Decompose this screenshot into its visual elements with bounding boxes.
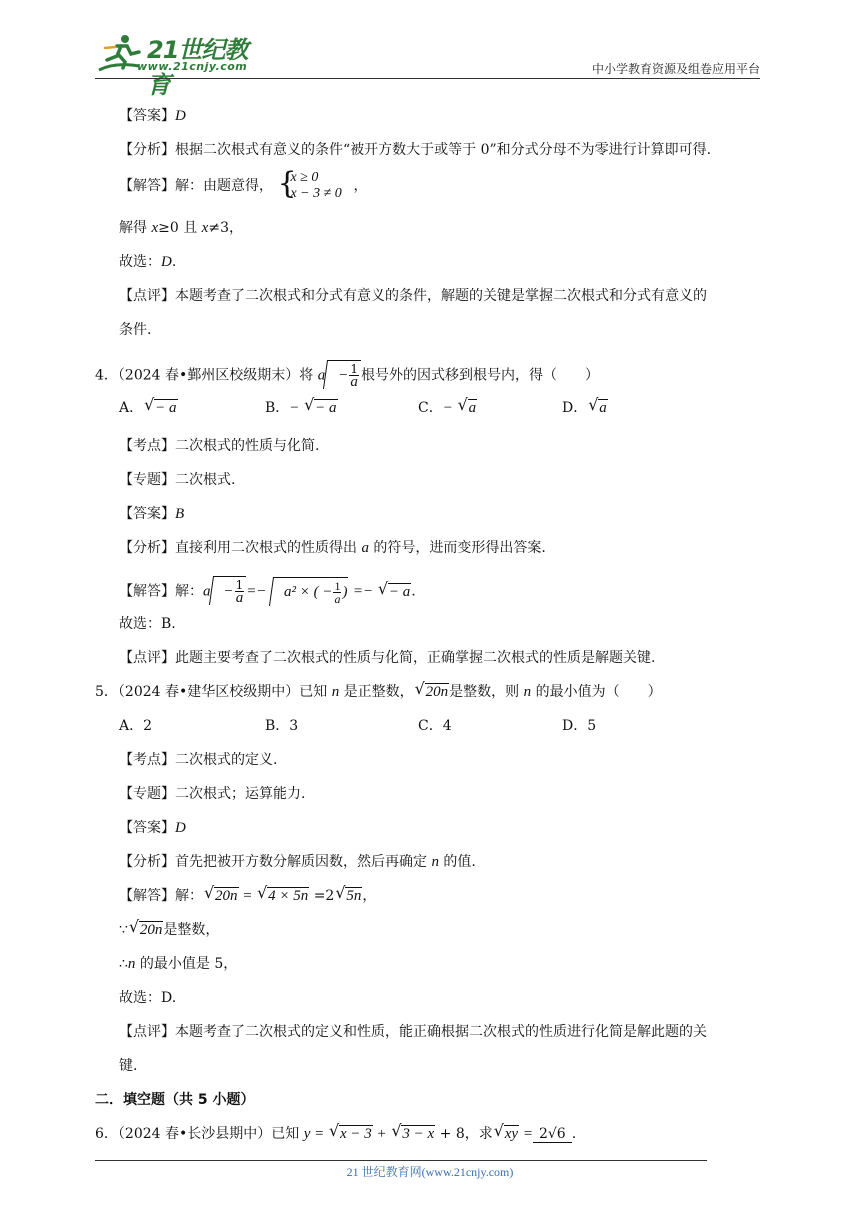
- q4-analysis: 【分析】直接利用二次根式的性质得出 a 的符号，进而变形得出答案.: [119, 540, 546, 556]
- q6-stem: 6．（2024 春•长沙县期中）已知 y = √ x − 3 + √ 3 − x + 8，求√ xy = 2√6 .: [95, 1124, 576, 1144]
- q3-solution: 【解答】解：由题意得， { x ≥ 0 x − 3 ≠ 0 ，: [119, 166, 368, 201]
- q3-result: 解得 x≥0 且 x≠3，: [119, 220, 243, 236]
- q4-radical: − $\frac{1}{a}$: [325, 360, 361, 388]
- q4-kaodian: 【考点】二次根式的性质与化简.: [119, 438, 320, 454]
- q3-analysis: 【分析】根据二次根式有意义的条件“被开方数大于或等于 0”和分式分母不为零进行计算即可得.: [119, 142, 712, 158]
- page-header: [95, 30, 760, 99]
- q5-because: ∵√ 20n是整数，: [119, 920, 219, 940]
- q4-option-d: D．√ a: [562, 398, 608, 418]
- q4-option-b: B．− √ − a: [265, 398, 338, 418]
- q5-option-b: B．3: [265, 718, 299, 734]
- q4-zhuanti: 【专题】二次根式.: [119, 472, 236, 488]
- logo-wordmark: 21世纪教育: [147, 36, 248, 99]
- q3-answer: 【答案】D: [119, 108, 186, 124]
- q5-comment-line1: 【点评】本题考查了二次根式的定义和性质，能正确根据二次根式的性质进行化简是解此题的关: [119, 1024, 707, 1040]
- q5-zhuanti: 【专题】二次根式；运算能力.: [119, 786, 306, 802]
- q5-answer: 【答案】D: [119, 820, 186, 836]
- q5-choice: 故选：D.: [119, 990, 177, 1006]
- q5-kaodian: 【考点】二次根式的定义.: [119, 752, 278, 768]
- q3-equation-system: { x ≥ 0 x − 3 ≠ 0: [277, 166, 342, 201]
- q4-solution: 【解答】解：a − $\frac{1}{a}$ =− a² × ( − $\frac{1}{a}$ ) =− √ − a.: [119, 576, 416, 605]
- q4-answer: 【答案】B: [119, 506, 185, 522]
- q4-option-c: C．− √ a: [418, 398, 477, 418]
- logo: [95, 32, 265, 99]
- q5-option-d: D．5: [562, 718, 597, 734]
- section-heading: 二．填空题（共 5 小题）: [95, 1092, 255, 1108]
- q3-comment-line1: 【点评】本题考查了二次根式和分式有意义的条件，解题的关键是掌握二次根式和分式有意义的: [119, 288, 707, 304]
- q5-analysis: 【分析】首先把被开方数分解质因数，然后再确定 n 的值.: [119, 854, 476, 870]
- footer-text[interactable]: 21 世纪教育网(www.21cnjy.com): [346, 1165, 514, 1179]
- q3-choice: 故选：D.: [119, 254, 177, 270]
- q5-stem: 5．（2024 春•建华区校级期中）已知 n 是正整数，√ 20n是整数，则 n 的最小值为（ ）: [95, 682, 662, 702]
- header-divider: [95, 78, 760, 79]
- q5-solution: 【解答】解：√ 20n = √ 4 × 5n =2√ 5n，: [119, 886, 376, 906]
- q4-choice: 故选：B.: [119, 616, 176, 632]
- q4-option-a: A．√ − a: [119, 398, 178, 418]
- footer-divider: [95, 1160, 707, 1161]
- q5-option-a: A．2: [119, 718, 153, 734]
- q5-therefore: ∴n 的最小值是 5，: [119, 956, 238, 972]
- logo-url: www.21cnjy.com: [137, 60, 248, 73]
- header-tagline: 中小学教育资源及组卷应用平台: [591, 62, 760, 76]
- q6-answer-blank: 2√6: [533, 1126, 572, 1143]
- q4-comment: 【点评】此题主要考查了二次根式的性质与化简，正确掌握二次根式的性质是解题关键.: [119, 650, 656, 666]
- q4-stem: 4．（2024 春•鄞州区校级期末）将 a − $\frac{1}{a}$ 根号外的因式移到根号内，得（ ）: [95, 362, 599, 390]
- q3-comment-line2: 条件.: [119, 322, 152, 338]
- q5-option-c: C．4: [418, 718, 452, 734]
- q5-comment-line2: 键.: [119, 1058, 138, 1074]
